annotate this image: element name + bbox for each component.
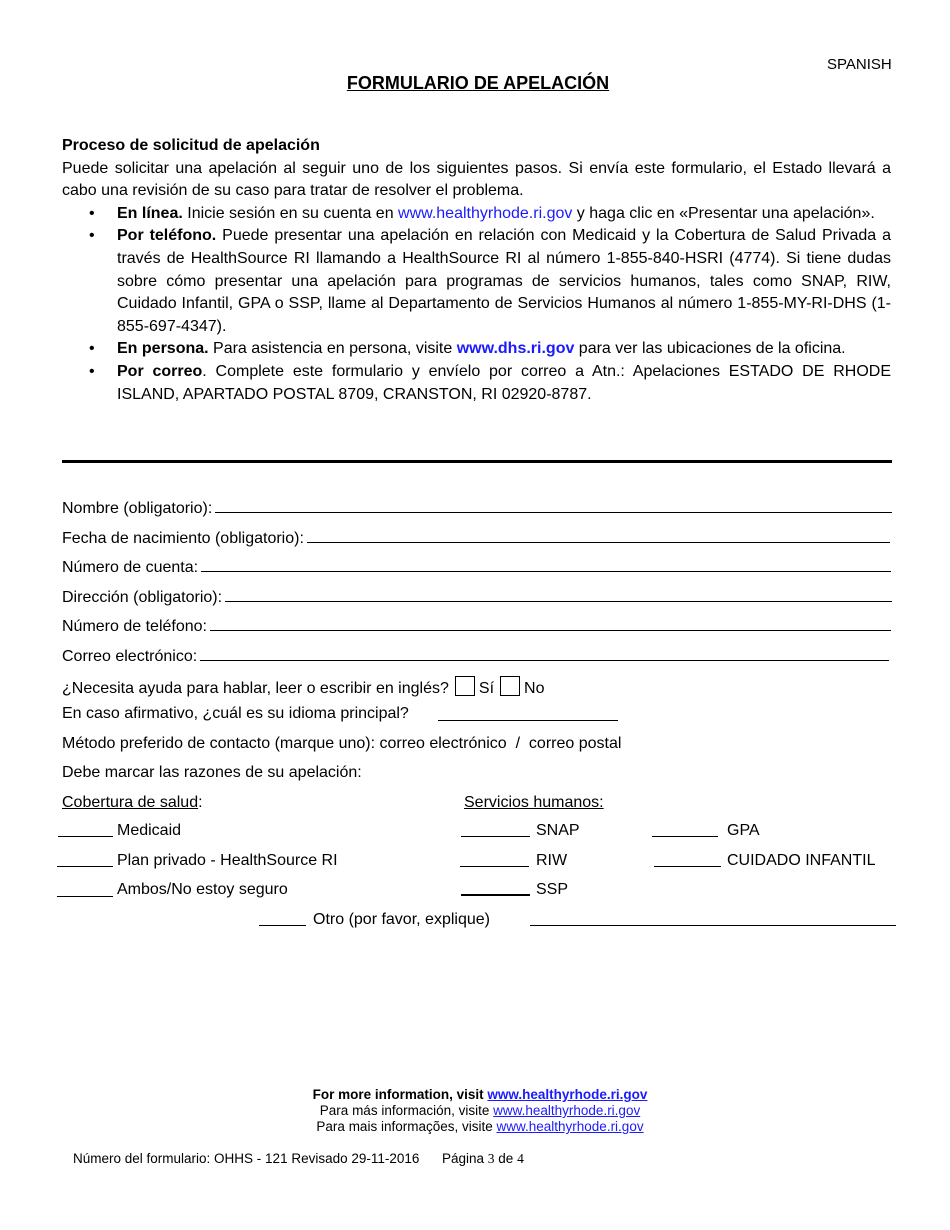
gpa-label: GPA	[727, 822, 760, 839]
dob-field[interactable]	[307, 528, 890, 543]
page-title: FORMULARIO DE APELACIÓN	[346, 73, 610, 93]
list-item-mail	[62, 361, 891, 406]
other-label: Otro (por favor, explique)	[313, 911, 490, 928]
dhs-link[interactable]: www.dhs.ri.gov	[456, 340, 575, 358]
medicaid-label: Medicaid	[117, 822, 182, 839]
english-help-question: ¿Necesita ayuda para hablar, leer o escribir en inglés?	[62, 680, 449, 697]
list-item-phone	[62, 225, 891, 338]
bullet-icon: •	[89, 204, 95, 222]
appeal-process-section	[62, 135, 891, 406]
phone-field-row	[62, 616, 891, 636]
page-total: 4	[517, 1151, 524, 1166]
phone-label: Por teléfono.	[117, 227, 217, 245]
person-label: En persona.	[117, 340, 209, 358]
bullet-icon: •	[89, 227, 95, 245]
phone-text: Puede presentar una apelación en relación con Medicaid y la Cobertura de Salud Privada a través de HealthSource RI llamando a HealthSource RI al número 1-855-840-HSRI (4774). Si tiene dudas sobre cómo presentar una apelación para programas de servicios humanos, tales como SNAP, RIW, Cuidado Infantil, GPA o SSP, llame al Departamento de Servicios Humanos al número 1-855-MY-RI-DHS (1-855-697-4347).	[117, 227, 892, 335]
riw-blank[interactable]	[460, 852, 529, 867]
account-field-row	[62, 557, 891, 577]
mail-text: . Complete este formulario y envíelo por correo a Atn.: Apelaciones ESTADO DE RHODE ISLAND, APARTADO POSTAL 8709, CRANSTON, RI 02920-8787.	[117, 362, 891, 403]
address-field-row	[62, 587, 892, 607]
appeal-methods-list	[62, 203, 891, 406]
ssp-label: SSP	[536, 881, 569, 898]
mail-label: Por correo	[117, 362, 203, 380]
phone-field[interactable]	[210, 616, 891, 631]
child-care-label: CUIDADO INFANTIL	[727, 852, 876, 869]
email-field-row	[62, 646, 889, 666]
online-label: En línea.	[117, 204, 183, 222]
email-field[interactable]	[200, 646, 889, 661]
ssp-blank[interactable]	[461, 880, 530, 896]
snap-label: SNAP	[536, 822, 580, 839]
footer-more-info-es	[0, 1103, 950, 1119]
name-field[interactable]	[215, 498, 892, 513]
private-plan-blank[interactable]	[57, 852, 113, 867]
yes-label: Sí	[478, 680, 495, 697]
footer-more-info-en	[0, 1087, 950, 1103]
reasons-label: Debe marcar las razones de su apelación:	[62, 764, 362, 781]
english-help-row	[62, 676, 544, 698]
yes-checkbox[interactable]	[455, 676, 475, 696]
primary-language-row	[62, 705, 409, 723]
child-care-blank[interactable]	[654, 852, 721, 867]
no-label: No	[524, 680, 545, 697]
account-field[interactable]	[201, 557, 891, 572]
primary-language-question: En caso afirmativo, ¿cuál es su idioma principal?	[62, 705, 409, 722]
footer-link-pt[interactable]: www.healthyrhode.ri.gov	[496, 1119, 644, 1134]
list-item-online	[62, 203, 891, 226]
gpa-blank[interactable]	[652, 822, 718, 837]
other-explanation-field[interactable]	[530, 911, 896, 926]
contact-method-row: Método preferido de contacto (marque uno): correo electrónico / correo postal	[62, 735, 622, 752]
form-number-line	[73, 1151, 524, 1167]
more-info-es-text: Para más información, visite	[319, 1103, 490, 1118]
both-label: Ambos/No estoy seguro	[117, 881, 288, 898]
address-field[interactable]	[225, 587, 892, 602]
medicaid-blank[interactable]	[58, 822, 113, 837]
online-text: Inicie sesión en su cuenta en	[182, 204, 399, 222]
page-label: Página	[441, 1151, 484, 1166]
page-current: 3	[487, 1151, 495, 1166]
footer-more-info-pt	[0, 1119, 950, 1135]
address-label: Dirección (obligatorio):	[62, 589, 223, 606]
dob-label: Fecha de nacimiento (obligatorio):	[62, 530, 304, 547]
health-coverage-heading-text: Cobertura de salud	[62, 794, 199, 811]
no-checkbox[interactable]	[500, 676, 520, 696]
page-of: de	[498, 1151, 514, 1166]
health-coverage-heading	[62, 794, 203, 812]
person-text-end: para ver las ubicaciones de la oficina.	[574, 340, 846, 358]
more-info-pt-text: Para mais informações, visite	[316, 1119, 493, 1134]
health-coverage-colon: :	[198, 794, 203, 811]
footer-link-es[interactable]: www.healthyrhode.ri.gov	[493, 1103, 641, 1118]
name-label: Nombre (obligatorio):	[62, 500, 213, 517]
section-heading: Proceso de solicitud de apelación	[62, 137, 320, 154]
email-label: Correo electrónico:	[62, 648, 198, 665]
primary-language-field[interactable]	[438, 706, 618, 721]
dob-field-row	[62, 528, 890, 548]
snap-blank[interactable]	[461, 822, 530, 837]
intro-paragraph: Puede solicitar una apelación al seguir uno de los siguientes pasos. Si envía este formulario, el Estado llevará a cabo una revisión de su caso para tratar de resolver el problema.	[62, 159, 891, 200]
riw-label: RIW	[536, 852, 568, 869]
language-label: SPANISH	[827, 56, 892, 73]
both-blank[interactable]	[57, 882, 113, 897]
list-item-in-person	[62, 338, 891, 361]
footer-link-en[interactable]: www.healthyrhode.ri.gov	[487, 1087, 648, 1102]
human-services-heading: Servicios humanos:	[464, 794, 604, 811]
bullet-icon: •	[89, 362, 95, 380]
person-text: Para asistencia en persona, visite	[208, 340, 457, 358]
healthyrhode-link[interactable]: www.healthyrhode.ri.gov	[398, 204, 573, 222]
other-blank[interactable]	[259, 911, 306, 926]
form-number: Número del formulario: OHHS - 121 Revisado 29-11-2016	[73, 1151, 420, 1166]
more-info-en-text: For more information, visit	[312, 1087, 484, 1102]
private-plan-label: Plan privado - HealthSource RI	[117, 852, 338, 869]
name-field-row	[62, 498, 892, 518]
account-label: Número de cuenta:	[62, 559, 199, 576]
online-text-end: y haga clic en «Presentar una apelación».	[572, 204, 875, 222]
section-divider	[62, 460, 892, 463]
phone-label: Número de teléfono:	[62, 618, 207, 635]
bullet-icon: •	[89, 340, 95, 358]
